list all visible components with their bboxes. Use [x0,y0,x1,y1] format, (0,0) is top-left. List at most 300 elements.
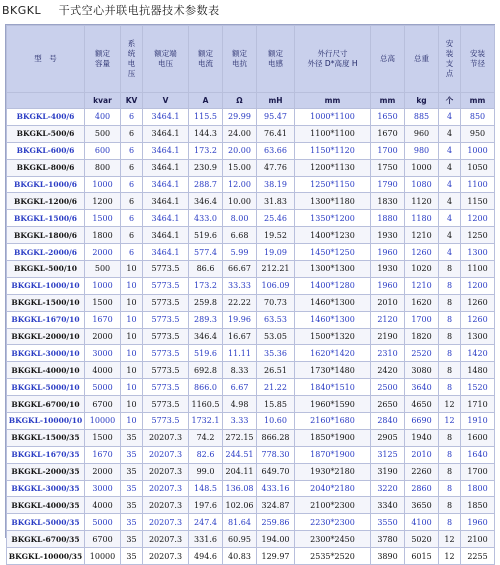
table-cell: 4 [439,244,461,261]
table-cell: 1670 [85,446,121,463]
column-header-line: 额定 [232,49,247,58]
model-cell: BKGKL-1000/10 [7,277,85,294]
table-cell: 1960 [371,277,405,294]
table-cell: 40.83 [223,548,257,565]
table-cell: 1400*1230 [295,227,371,244]
table-row [7,294,495,311]
table-body [7,109,495,565]
table-cell: 5020 [405,531,439,548]
table-cell: 3080 [405,362,439,379]
column-header-line: 电抗 [232,59,247,68]
table-cell: 102.06 [223,497,257,514]
table-cell: 5773.5 [143,396,189,413]
table-cell: 1930*2180 [295,463,371,480]
table-cell: 194.00 [257,531,295,548]
table-cell: 1300*1180 [295,193,371,210]
model-cell: BKGKL-1500/10 [7,294,85,311]
table-cell: 1700 [371,142,405,159]
table-cell: 800 [85,159,121,176]
table-cell: 6 [121,109,143,126]
table-cell: 866.28 [257,429,295,446]
table-cell: 2300*2450 [295,531,371,548]
table-cell: 1300*1300 [295,261,371,278]
table-cell: 6015 [405,548,439,565]
table-row [7,514,495,531]
table-row [7,159,495,176]
spec-table [6,25,495,565]
table-cell: 6 [121,244,143,261]
table-cell: 5773.5 [143,413,189,430]
table-cell: 4650 [405,396,439,413]
table-cell: 1100 [461,176,495,193]
table-cell: 1210 [405,277,439,294]
table-cell: 5773.5 [143,261,189,278]
table-cell: 20207.3 [143,514,189,531]
table-cell: 6700 [85,396,121,413]
unit-cell: KV [121,93,143,109]
table-cell: 1650 [371,109,405,126]
table-cell: 66.67 [223,261,257,278]
table-cell: 5773.5 [143,345,189,362]
table-cell: 3780 [371,531,405,548]
table-cell: 3340 [371,497,405,514]
column-header [405,26,439,93]
model-cell: BKGKL-2000/6 [7,244,85,261]
table-cell: 10 [121,294,143,311]
column-header [7,26,85,93]
table-cell: 1870*1900 [295,446,371,463]
table-cell: 3000 [85,345,121,362]
table-cell: 1100*1100 [295,125,371,142]
table-cell: 8 [439,345,461,362]
table-cell: 35 [121,497,143,514]
table-cell: 76.41 [257,125,295,142]
table-cell: 8 [439,277,461,294]
table-cell: 950 [461,125,495,142]
table-cell: 4 [439,193,461,210]
model-cell: BKGKL-4000/10 [7,362,85,379]
table-cell: 35 [121,463,143,480]
table-cell: 6 [121,159,143,176]
table-cell: 5.99 [223,244,257,261]
table-cell: 960 [405,125,439,142]
column-header [189,26,223,93]
table-cell: 1350*1200 [295,210,371,227]
model-cell: BKGKL-1500/35 [7,429,85,446]
table-cell: 5000 [85,514,121,531]
table-cell: 1520 [461,379,495,396]
table-cell: 6 [121,125,143,142]
table-cell: 519.6 [189,345,223,362]
unit-cell: A [189,93,223,109]
table-cell: 204.11 [223,463,257,480]
model-cell: BKGKL-10000/10 [7,413,85,430]
table-cell: 8 [439,379,461,396]
table-cell: 1180 [405,210,439,227]
table-cell: 289.3 [189,311,223,328]
table-cell: 63.53 [257,311,295,328]
model-cell: BKGKL-5000/35 [7,514,85,531]
table-cell: 1620 [405,294,439,311]
table-row [7,446,495,463]
table-cell: 35 [121,514,143,531]
table-cell: 82.6 [189,446,223,463]
table-cell: 272.15 [223,429,257,446]
table-cell: 6 [121,210,143,227]
table-cell: 2255 [461,548,495,565]
table-cell: 2100 [461,531,495,548]
table-cell: 5773.5 [143,311,189,328]
table-cell: 259.8 [189,294,223,311]
table-cell: 1830 [371,193,405,210]
column-header-line: 压 [127,69,136,78]
table-cell: 1850*1900 [295,429,371,446]
table-cell: 4000 [85,362,121,379]
table-cell: 148.5 [189,480,223,497]
table-cell: 1300 [461,244,495,261]
table-cell: 1080 [405,176,439,193]
table-row [7,311,495,328]
column-header-line: 额定 [198,49,213,58]
table-row [7,109,495,126]
spec-table-container [5,24,495,561]
table-cell: 1880 [371,210,405,227]
table-cell: 8 [439,311,461,328]
table-cell: 86.6 [189,261,223,278]
table-row [7,413,495,430]
table-cell: 4.98 [223,396,257,413]
table-cell: 1930 [371,227,405,244]
table-cell: 692.8 [189,362,223,379]
table-cell: 500 [85,125,121,142]
table-cell: 2860 [405,480,439,497]
table-cell: 1150*1120 [295,142,371,159]
table-cell: 33.33 [223,277,257,294]
table-cell: 35 [121,480,143,497]
table-cell: 4 [439,125,461,142]
table-cell: 8 [439,328,461,345]
column-header-line: 支 [445,59,454,68]
model-cell: BKGKL-500/10 [7,261,85,278]
table-cell: 10 [121,328,143,345]
column-header [439,26,461,93]
table-cell: 35 [121,429,143,446]
column-header-line: 容量 [95,59,110,68]
table-cell: 12.00 [223,176,257,193]
table-cell: 2500 [371,379,405,396]
table-cell: 2520 [405,345,439,362]
table-cell: 8 [439,261,461,278]
table-cell: 29.99 [223,109,257,126]
table-row [7,531,495,548]
table-cell: 1150 [461,193,495,210]
table-cell: 1460*1300 [295,294,371,311]
table-cell: 1260 [405,244,439,261]
table-cell: 2535*2520 [295,548,371,565]
table-cell: 10000 [85,413,121,430]
table-cell: 26.51 [257,362,295,379]
table-cell: 1960*1590 [295,396,371,413]
table-cell: 74.2 [189,429,223,446]
table-cell: 8 [439,429,461,446]
table-cell: 3464.1 [143,159,189,176]
table-row [7,210,495,227]
table-cell: 1700 [405,311,439,328]
table-cell: 778.30 [257,446,295,463]
table-cell: 21.22 [257,379,295,396]
table-cell: 4 [439,142,461,159]
table-cell: 3650 [405,497,439,514]
table-row [7,429,495,446]
table-cell: 20207.3 [143,548,189,565]
table-cell: 6 [121,176,143,193]
unit-cell: kvar [85,93,121,109]
table-cell: 53.05 [257,328,295,345]
table-cell: 2650 [371,396,405,413]
table-row [7,193,495,210]
table-cell: 4 [439,109,461,126]
table-cell: 1940 [405,429,439,446]
column-header [85,26,121,93]
table-cell: 1640 [461,446,495,463]
table-cell: 2120 [371,311,405,328]
column-header [371,26,405,93]
table-cell: 866.0 [189,379,223,396]
table-row [7,362,495,379]
table-cell: 1910 [461,413,495,430]
table-cell: 5773.5 [143,277,189,294]
table-cell: 1100 [461,261,495,278]
table-row [7,548,495,565]
unit-cell: kg [405,93,439,109]
table-cell: 3000 [85,480,121,497]
table-cell: 5773.5 [143,328,189,345]
table-cell: 346.4 [189,193,223,210]
table-cell: 244.51 [223,446,257,463]
table-cell: 8 [439,446,461,463]
table-cell: 433.16 [257,480,295,497]
table-cell: 494.6 [189,548,223,565]
table-cell: 3464.1 [143,210,189,227]
table-cell: 35 [121,531,143,548]
model-cell: BKGKL-1670/35 [7,446,85,463]
table-cell: 38.19 [257,176,295,193]
model-cell: BKGKL-1200/6 [7,193,85,210]
model-cell: BKGKL-1000/6 [7,176,85,193]
unit-cell [7,93,85,109]
table-cell: 10 [121,362,143,379]
table-cell: 16.67 [223,328,257,345]
column-header [295,26,371,93]
table-cell: 3640 [405,379,439,396]
table-cell: 3464.1 [143,193,189,210]
table-cell: 11.11 [223,345,257,362]
table-cell: 6 [121,142,143,159]
table-cell: 10 [121,277,143,294]
model-cell: BKGKL-3000/35 [7,480,85,497]
table-row [7,176,495,193]
column-header [121,26,143,93]
unit-cell: mH [257,93,295,109]
table-cell: 331.6 [189,531,223,548]
table-cell: 20207.3 [143,463,189,480]
table-cell: 6700 [85,531,121,548]
table-cell: 1620*1420 [295,345,371,362]
column-header-line: 统 [127,49,136,58]
table-cell: 649.70 [257,463,295,480]
table-cell: 25.46 [257,210,295,227]
table-cell: 3190 [371,463,405,480]
table-cell: 1450*1250 [295,244,371,261]
table-cell: 20207.3 [143,480,189,497]
table-row [7,328,495,345]
table-cell: 3464.1 [143,244,189,261]
table-cell: 600 [85,142,121,159]
table-cell: 259.86 [257,514,295,531]
table-cell: 230.9 [189,159,223,176]
table-row [7,261,495,278]
table-cell: 3464.1 [143,227,189,244]
table-cell: 2040*2180 [295,480,371,497]
table-cell: 1200*1130 [295,159,371,176]
column-header-line: 电感 [268,59,283,68]
unit-cell: Ω [223,93,257,109]
table-cell: 885 [405,109,439,126]
table-cell: 1730*1480 [295,362,371,379]
model-cell: BKGKL-6700/10 [7,396,85,413]
table-cell: 1710 [461,396,495,413]
table-cell: 19.52 [257,227,295,244]
table-cell: 1960 [461,514,495,531]
table-cell: 2000 [85,328,121,345]
table-cell: 2010 [371,294,405,311]
model-cell: BKGKL-1500/6 [7,210,85,227]
table-row [7,125,495,142]
table-cell: 35 [121,446,143,463]
column-header [461,26,495,93]
table-cell: 173.2 [189,277,223,294]
column-header-line: 电流 [198,59,213,68]
table-cell: 10 [121,379,143,396]
table-cell: 95.47 [257,109,295,126]
table-cell: 3464.1 [143,109,189,126]
table-cell: 1160.5 [189,396,223,413]
table-cell: 247.4 [189,514,223,531]
table-cell: 3890 [371,548,405,565]
unit-cell: mm [371,93,405,109]
table-cell: 8.33 [223,362,257,379]
table-cell: 5773.5 [143,362,189,379]
column-header-line: 点 [445,69,454,78]
table-cell: 2840 [371,413,405,430]
table-cell: 2310 [371,345,405,362]
model-cell: BKGKL-500/6 [7,125,85,142]
model-cell: BKGKL-2000/10 [7,328,85,345]
column-header-line: 总重 [414,54,429,63]
table-row [7,379,495,396]
table-cell: 8 [439,480,461,497]
table-cell: 2160*1680 [295,413,371,430]
table-cell: 47.76 [257,159,295,176]
table-cell: 6 [121,193,143,210]
table-cell: 2010 [405,446,439,463]
table-cell: 12 [439,531,461,548]
table-cell: 1670 [371,125,405,142]
table-cell: 12 [439,396,461,413]
unit-cell: mm [461,93,495,109]
table-cell: 433.0 [189,210,223,227]
table-cell: 400 [85,109,121,126]
title-name: 干式空心并联电抗器技术参数表 [58,4,220,17]
table-cell: 500 [85,261,121,278]
table-row [7,142,495,159]
table-cell: 850 [461,109,495,126]
table-cell: 115.5 [189,109,223,126]
table-cell: 24.00 [223,125,257,142]
table-cell: 3464.1 [143,125,189,142]
column-header [223,26,257,93]
column-header-line: 安装 [470,49,485,58]
table-row [7,244,495,261]
column-header-line: 外行尺寸 [317,49,348,58]
column-header [143,26,189,93]
table-cell: 1460*1300 [295,311,371,328]
table-cell: 1600 [461,429,495,446]
model-cell: BKGKL-1670/10 [7,311,85,328]
table-cell: 35 [121,548,143,565]
table-cell: 1800 [85,227,121,244]
table-cell: 4 [439,176,461,193]
table-cell: 3464.1 [143,176,189,193]
table-cell: 5000 [85,379,121,396]
table-row [7,497,495,514]
table-cell: 1732.1 [189,413,223,430]
table-row [7,480,495,497]
table-cell: 2905 [371,429,405,446]
table-cell: 1500*1320 [295,328,371,345]
table-cell: 1120 [405,193,439,210]
model-cell: BKGKL-600/6 [7,142,85,159]
table-cell: 20207.3 [143,497,189,514]
table-cell: 3220 [371,480,405,497]
table-cell: 20207.3 [143,531,189,548]
title-code: BKGKL [2,4,42,17]
table-cell: 2420 [371,362,405,379]
table-cell: 5773.5 [143,294,189,311]
table-cell: 12 [439,413,461,430]
table-row [7,277,495,294]
table-cell: 1670 [85,311,121,328]
header-row [7,26,495,93]
table-cell: 1000 [85,277,121,294]
table-cell: 8 [439,497,461,514]
column-header-line: 额定 [95,49,110,58]
model-cell: BKGKL-800/6 [7,159,85,176]
table-cell: 1700 [461,463,495,480]
table-cell: 288.7 [189,176,223,193]
table-cell: 6.67 [223,379,257,396]
table-cell: 15.00 [223,159,257,176]
table-cell: 70.73 [257,294,295,311]
table-cell: 1200 [461,210,495,227]
table-cell: 1500 [85,429,121,446]
table-cell: 12 [439,548,461,565]
table-cell: 10.60 [257,413,295,430]
table-cell: 20.00 [223,142,257,159]
column-header-line: 电 [127,59,136,68]
table-cell: 8 [439,362,461,379]
table-cell: 212.21 [257,261,295,278]
